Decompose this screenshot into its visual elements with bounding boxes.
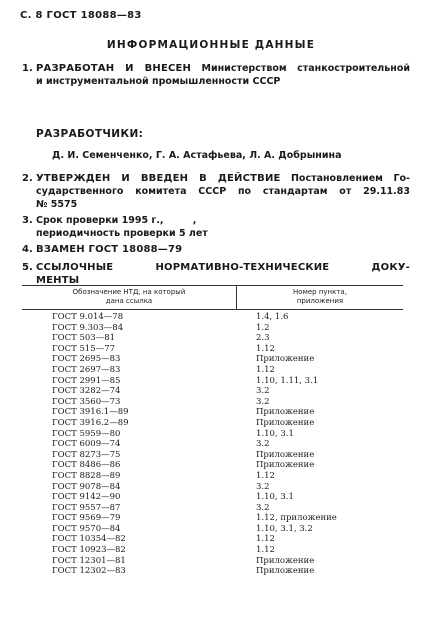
table-cell-clause: 1.10, 3.1 [256, 428, 294, 439]
table-row [22, 386, 403, 397]
table-cell-document: ГОСТ 3916.1—89 [52, 407, 129, 418]
table-row [22, 492, 403, 503]
table-cell-clause: 3.2 [256, 396, 270, 407]
info-item-2 [22, 172, 410, 211]
table-cell-document: ГОСТ 9142—90 [52, 492, 121, 503]
table-row [22, 333, 403, 344]
table-row [22, 439, 403, 450]
table-cell-document: ГОСТ 12301—81 [52, 555, 126, 566]
table-row [22, 344, 403, 355]
table-cell-document: ГОСТ 3560—73 [52, 396, 121, 407]
item-number: 2. [22, 173, 33, 184]
table-row [22, 365, 403, 376]
table-cell-clause: Приложение [256, 354, 315, 365]
item-text: и инструментальной промышленности СССР [36, 76, 281, 87]
table-cell-clause: 3.2 [256, 502, 270, 513]
item-heading: РАЗРАБОТАН И ВНЕСЕН [36, 63, 192, 74]
table-cell-clause: 1.12 [256, 364, 275, 375]
item-text: сударственного комитета СССР по стандартам от 29.11.83 [36, 186, 410, 197]
item-text: Министерством станкостроительной [201, 63, 410, 74]
table-cell-clause: 2.3 [256, 333, 270, 344]
table-cell-document: ГОСТ 9570—84 [52, 523, 121, 534]
table-cell-clause: 1.10, 1.11, 3.1 [256, 375, 319, 386]
table-row [22, 429, 403, 440]
table-row [22, 566, 403, 577]
table-row [22, 418, 403, 429]
table-cell-document: ГОСТ 10923—82 [52, 545, 126, 556]
table-cell-clause: Приложение [256, 449, 315, 460]
table-cell-clause: 1.12, приложение [256, 513, 337, 524]
table-row [22, 323, 403, 334]
table-cell-document: ГОСТ 6009—74 [52, 439, 121, 450]
info-item-5 [22, 261, 410, 287]
table-row [22, 503, 403, 514]
table-cell-clause: 1.10, 3.1, 3.2 [256, 523, 313, 534]
item-heading: ССЫЛОЧНЫЕ НОРМАТИВНО-ТЕХНИЧЕСКИЕ ДОКУ- [36, 262, 410, 273]
table-cell-clause: 1.12 [256, 534, 275, 545]
table-cell-document: ГОСТ 8828—89 [52, 470, 121, 481]
table-row [22, 460, 403, 471]
table-cell-clause: 3.2 [256, 439, 270, 450]
item-text: № 5575 [36, 199, 78, 210]
item-number: 4. [22, 244, 33, 255]
table-cell-document: ГОСТ 9569—79 [52, 513, 121, 524]
item-mark: , [192, 215, 197, 226]
item-text: Срок проверки 1995 г., [36, 215, 164, 226]
developers-label: РАЗРАБОТЧИКИ: [36, 128, 144, 140]
table-cell-document: ГОСТ 10354—82 [52, 534, 126, 545]
table-cell-clause: Приложение [256, 417, 315, 428]
item-heading: МЕНТЫ [36, 275, 80, 286]
table-row [22, 354, 403, 365]
table-cell-clause: Приложение [256, 555, 315, 566]
table-cell-clause: 1.2 [256, 322, 270, 333]
table-row [22, 312, 403, 323]
table-row [22, 407, 403, 418]
table-cell-clause: Приложение [256, 460, 315, 471]
table-cell-clause: 1.12 [256, 343, 275, 354]
table-cell-document: ГОСТ 8273—75 [52, 449, 121, 460]
table-cell-document: ГОСТ 5959—80 [52, 428, 121, 439]
item-number: 1. [22, 63, 33, 74]
table-cell-document: ГОСТ 3282—74 [52, 386, 121, 397]
table-cell-clause: Приложение [256, 566, 315, 577]
item-number: 5. [22, 262, 33, 273]
table-cell-document: ГОСТ 2695—83 [52, 354, 121, 365]
table-rule-top [22, 285, 403, 286]
developers-names: Д. И. Семенченко, Г. А. Астафьева, Л. А. Добрынина [52, 150, 342, 161]
table-cell-document: ГОСТ 503—81 [52, 333, 116, 344]
table-cell-document: ГОСТ 2991—85 [52, 375, 121, 386]
reference-table [22, 285, 403, 575]
table-row [22, 397, 403, 408]
item-heading: УТВЕРЖДЕН И ВВЕДЕН В ДЕЙСТВИЕ [36, 173, 281, 184]
table-cell-document: ГОСТ 9078—84 [52, 481, 121, 492]
table-cell-clause: 1.10, 3.1 [256, 492, 294, 503]
info-item-1 [22, 62, 410, 88]
table-cell-clause: 1.12 [256, 470, 275, 481]
table-cell-document: ГОСТ 12302—83 [52, 566, 126, 577]
table-cell-clause: 1.12 [256, 545, 275, 556]
table-row [22, 524, 403, 535]
table-row [22, 534, 403, 545]
table-row [22, 545, 403, 556]
table-cell-clause: 3.2 [256, 481, 270, 492]
table-cell-document: ГОСТ 9.303—84 [52, 322, 124, 333]
item-text: периодичность проверки 5 лет [36, 228, 208, 239]
info-item-4 [22, 243, 410, 256]
table-cell-document: ГОСТ 3916.2—89 [52, 417, 129, 428]
item-heading: ВЗАМЕН ГОСТ 18088—79 [36, 244, 183, 255]
column-header-clause: Номер пункта, приложения [293, 288, 347, 305]
page-header: С. 8 ГОСТ 18088—83 [20, 10, 142, 21]
item-number: 3. [22, 215, 33, 226]
table-row [22, 471, 403, 482]
table-row [22, 450, 403, 461]
table-row [22, 556, 403, 567]
table-cell-clause: Приложение [256, 407, 315, 418]
table-rule-header [22, 309, 403, 310]
table-row [22, 376, 403, 387]
table-cell-document: ГОСТ 9.014—78 [52, 312, 124, 322]
table-cell-document: ГОСТ 9557—87 [52, 502, 121, 513]
column-header-document: Обозначение НТД, на который дана ссылка [72, 288, 186, 305]
table-row [22, 513, 403, 524]
table-cell-clause: 1.4, 1.6 [256, 312, 289, 322]
table-cell-document: ГОСТ 8486—86 [52, 460, 121, 471]
section-title: ИНФОРМАЦИОННЫЕ ДАННЫЕ [106, 39, 316, 51]
table-cell-clause: 3.2 [256, 386, 270, 397]
info-item-3 [22, 214, 410, 240]
table-cell-document: ГОСТ 515—77 [52, 343, 116, 354]
table-body [22, 312, 403, 577]
table-cell-document: ГОСТ 2697—83 [52, 364, 121, 375]
item-text: Постановлением Го- [290, 173, 410, 184]
table-row [22, 482, 403, 493]
